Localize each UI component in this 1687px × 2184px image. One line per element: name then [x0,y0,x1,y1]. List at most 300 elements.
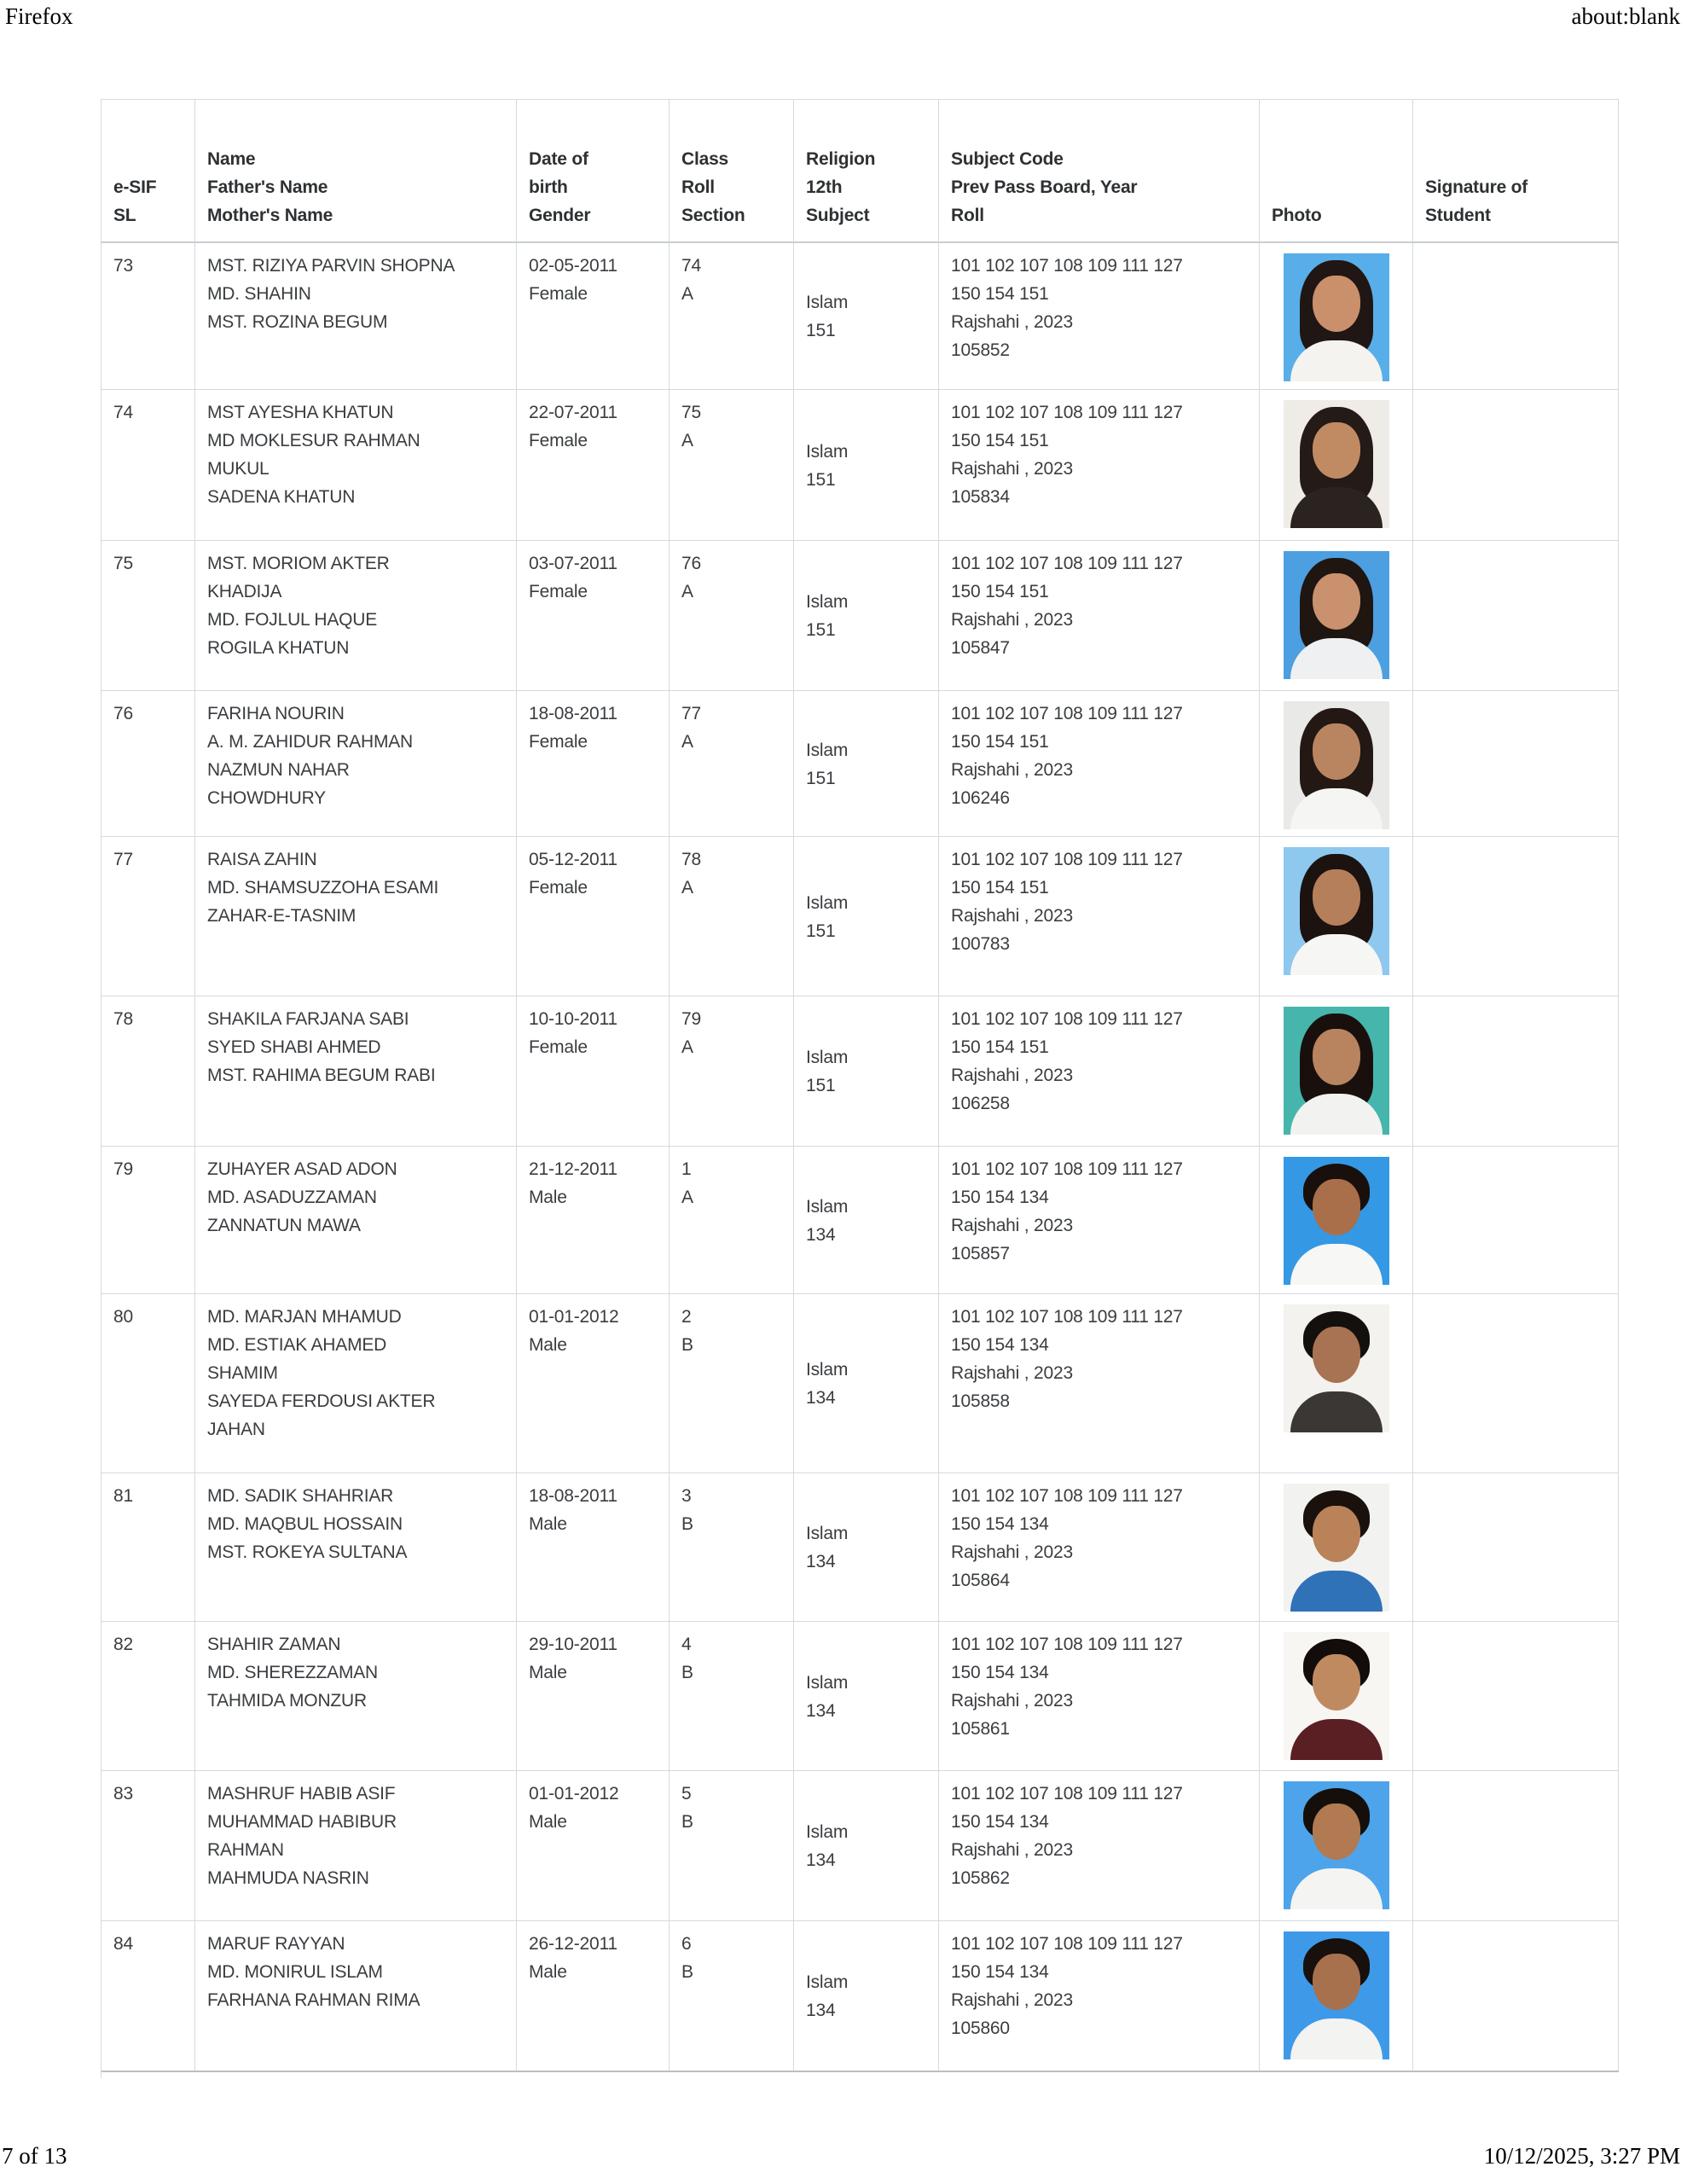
father-name: MD. SHEREZZAMAN [207,1662,379,1682]
father-name: MD. ASADUZZAMAN [207,1187,377,1207]
section: B [681,1513,693,1534]
header-line: e-SIF [113,177,157,197]
section: A [681,430,693,450]
header-line: Subject [806,206,870,225]
student-photo [1284,847,1389,975]
subject-codes: 150 154 134 [951,1662,1049,1682]
cell-dob-gender [517,836,670,996]
cell-religion-subject [794,690,939,836]
cell-signature [1413,1472,1619,1621]
mother-name: SAYEDA FERDOUSI AKTER [207,1391,436,1411]
class-roll: 2 [681,1306,692,1327]
header-line: Subject Code [951,149,1064,169]
cell-dob-gender [517,389,670,540]
religion: Islam [806,1972,849,1993]
gender: Female [529,731,588,752]
prev-roll: 105858 [951,1391,1010,1411]
header-line: Class [681,149,729,169]
header-line: Student [1425,206,1491,225]
prev-roll: 105857 [951,1243,1010,1263]
student-name: RAISA ZAHIN [207,849,317,869]
cell-sl: 78 [101,996,195,1146]
class-roll: 6 [681,1933,692,1954]
header-line: Father's Name [207,177,328,197]
section: B [681,1662,693,1682]
header-line: Mother's Name [207,206,333,225]
prev-pass-board-year: Rajshahi , 2023 [951,1215,1073,1235]
dob: 01-01-2012 [529,1306,619,1327]
father-name: MUKUL [207,458,270,479]
cell-dob-gender [517,1621,670,1770]
cell-names [195,1293,517,1472]
table-row [101,836,1619,996]
mother-name: MAHMUDA NASRIN [207,1867,369,1888]
section: A [681,284,693,304]
student-name: SHAKILA FARJANA SABI [207,1008,409,1029]
cell-names [195,690,517,836]
subject-12th: 151 [806,321,836,341]
cell-dob-gender [517,996,670,1146]
class-roll: 3 [681,1485,692,1506]
cell-names [195,1621,517,1770]
header-line: Gender [529,206,591,225]
cell-signature [1413,996,1619,1146]
class-roll: 76 [681,553,701,573]
father-name: MD. MAQBUL HOSSAIN [207,1513,403,1534]
cell-religion-subject [794,1293,939,1472]
section: B [681,1811,693,1832]
mother-name: MST. RAHIMA BEGUM RABI [207,1065,436,1085]
class-roll: 4 [681,1634,692,1654]
religion: Islam [806,1524,849,1543]
section: B [681,1961,693,1982]
table-row [101,389,1619,540]
dob: 26-12-2011 [529,1933,617,1954]
photo-face [1313,723,1360,780]
mother-name: TAHMIDA MONZUR [207,1690,367,1711]
cell-class-roll-section [670,242,794,389]
subject-codes: 150 154 151 [951,430,1049,450]
student-name: MST. RIZIYA PARVIN SHOPNA [207,256,455,276]
student-name: SHAHIR ZAMAN [207,1634,341,1654]
table-row [101,690,1619,836]
cell-dob-gender [517,1472,670,1621]
cell-sl: 75 [101,540,195,690]
cell-subject-code [939,1621,1260,1770]
subject-codes: 101 102 107 108 109 111 127 [951,1485,1183,1506]
table-row [101,540,1619,690]
mother-name: SADENA KHATUN [207,486,356,507]
table-row [101,1293,1619,1472]
cell-subject-code [939,389,1260,540]
cell-sl: 74 [101,389,195,540]
subject-12th: 151 [806,1076,836,1095]
mother-name: JAHAN [207,1419,265,1439]
dob: 10-10-2011 [529,1008,617,1029]
photo-face [1313,1029,1360,1085]
cell-subject-code [939,1293,1260,1472]
cell-dob-gender [517,242,670,389]
gender: Female [529,430,588,450]
cell-religion-subject [794,1920,939,2071]
prev-pass-board-year: Rajshahi , 2023 [951,609,1073,630]
gender: Female [529,284,588,304]
dob: 05-12-2011 [529,849,617,869]
photo-face [1313,276,1360,332]
prev-roll: 105862 [951,1867,1010,1888]
subject-codes: 101 102 107 108 109 111 127 [951,849,1183,869]
table-header [101,100,1619,243]
dob: 18-08-2011 [529,703,617,723]
cell-photo [1260,540,1413,690]
mother-name: FARHANA RAHMAN RIMA [207,1989,420,2010]
table-body [101,242,1619,2071]
header-photo [1260,100,1413,243]
father-name: MUHAMMAD HABIBUR [207,1811,397,1832]
photo-face [1313,1804,1360,1860]
cell-subject-code [939,1472,1260,1621]
mother-name: CHOWDHURY [207,787,326,808]
table-row [101,996,1619,1146]
subject-12th: 151 [806,469,836,490]
photo-face [1313,1954,1360,2010]
header-line: SL [113,206,136,225]
cell-photo [1260,389,1413,540]
header-religion-subject [794,100,939,243]
student-photo [1284,253,1389,381]
cell-names [195,996,517,1146]
prev-pass-board-year: Rajshahi , 2023 [951,759,1073,780]
subject-codes: 150 154 134 [951,1187,1049,1207]
table-row [101,1770,1619,1920]
header-dob-gender [517,100,670,243]
gender: Male [529,1513,567,1534]
student-table-container [101,99,1619,2072]
cell-religion-subject [794,1146,939,1293]
photo-face [1313,422,1360,479]
header-line: Roll [951,206,984,225]
table-row [101,1920,1619,2071]
cell-signature [1413,1770,1619,1920]
subject-codes: 101 102 107 108 109 111 127 [951,703,1183,723]
table-row [101,1472,1619,1621]
mother-name: NAZMUN NAHAR [207,759,350,780]
subject-12th: 134 [806,1850,836,1870]
cell-class-roll-section [670,1293,794,1472]
father-name: SHAMIM [207,1362,278,1383]
subject-codes: 150 154 151 [951,1037,1049,1057]
cell-sl: 82 [101,1621,195,1770]
table-row [101,1621,1619,1770]
header-line: Prev Pass Board, Year [951,177,1138,197]
header-name [195,100,517,243]
cell-class-roll-section [670,389,794,540]
prev-roll: 106246 [951,787,1010,808]
photo-face [1313,1506,1360,1562]
header-line: 12th [806,177,843,197]
prev-pass-board-year: Rajshahi , 2023 [951,312,1073,332]
photo-face [1313,869,1360,926]
student-photo [1284,400,1389,528]
prev-roll: 105861 [951,1718,1010,1739]
cell-religion-subject [794,242,939,389]
mother-name: MST. ROKEYA SULTANA [207,1542,408,1562]
class-roll: 1 [681,1159,692,1179]
cell-dob-gender [517,1146,670,1293]
section: A [681,581,693,601]
cell-religion-subject [794,996,939,1146]
subject-12th: 134 [806,1224,836,1245]
subject-codes: 101 102 107 108 109 111 127 [951,1933,1183,1954]
religion: Islam [806,740,849,760]
prev-roll: 105834 [951,486,1010,507]
header-esif-sl [101,100,195,243]
cell-names [195,1920,517,2071]
cell-photo [1260,1146,1413,1293]
gender: Male [529,1187,567,1207]
gender: Female [529,877,588,897]
subject-codes: 101 102 107 108 109 111 127 [951,256,1183,276]
student-photo [1284,1931,1389,2059]
header-line: Signature of [1425,177,1528,197]
photo-shirt [1290,1244,1383,1285]
cell-subject-code [939,1146,1260,1293]
prev-roll: 106258 [951,1093,1010,1113]
student-photo [1284,1781,1389,1909]
subject-codes: 150 154 151 [951,581,1049,601]
student-photo [1284,1484,1389,1612]
cell-class-roll-section [670,1472,794,1621]
gender: Female [529,581,588,601]
dob: 01-01-2012 [529,1783,619,1804]
photo-shirt [1290,1868,1383,1909]
cell-dob-gender [517,690,670,836]
cell-names [195,1472,517,1621]
prev-roll: 105864 [951,1570,1010,1590]
father-name: A. M. ZAHIDUR RAHMAN [207,731,414,752]
gender: Male [529,1961,567,1982]
subject-codes: 150 154 134 [951,1334,1049,1355]
header-row [101,100,1619,243]
class-roll: 79 [681,1008,701,1029]
dob: 21-12-2011 [529,1159,617,1179]
religion: Islam [806,592,849,612]
subject-codes: 101 102 107 108 109 111 127 [951,402,1183,422]
photo-face [1313,573,1360,630]
cell-names [195,1146,517,1293]
cell-religion-subject [794,540,939,690]
dob: 29-10-2011 [529,1634,617,1654]
cell-class-roll-section [670,1146,794,1293]
cell-names [195,540,517,690]
photo-shirt [1290,1391,1383,1432]
cell-subject-code [939,1920,1260,2071]
religion: Islam [806,1822,849,1842]
section: B [681,1334,693,1355]
cell-class-roll-section [670,1920,794,2071]
header-line: Photo [1272,206,1322,225]
photo-shirt [1290,2018,1383,2059]
cell-photo [1260,690,1413,836]
cell-subject-code [939,690,1260,836]
prev-pass-board-year: Rajshahi , 2023 [951,1362,1073,1383]
photo-face [1313,1179,1360,1235]
print-footer-datetime: 10/12/2025, 3:27 PM [1483,2143,1680,2169]
student-name: FARIHA NOURIN [207,703,345,723]
subject-codes: 101 102 107 108 109 111 127 [951,1008,1183,1029]
class-roll: 5 [681,1783,692,1804]
subject-12th: 151 [806,620,836,640]
header-signature [1413,100,1619,243]
cell-dob-gender [517,1770,670,1920]
class-roll: 74 [681,256,701,276]
class-roll: 78 [681,849,701,869]
table-row [101,242,1619,389]
cell-subject-code [939,996,1260,1146]
cell-religion-subject [794,1472,939,1621]
religion: Islam [806,1048,849,1067]
father-name: MD MOKLESUR RAHMAN [207,430,420,450]
student-name: MD. MARJAN MHAMUD [207,1306,402,1327]
father-name: MD. FOJLUL HAQUE [207,609,378,630]
student-name: MARUF RAYYAN [207,1933,345,1954]
prev-pass-board-year: Rajshahi , 2023 [951,458,1073,479]
subject-codes: 150 154 134 [951,1513,1049,1534]
cell-subject-code [939,1770,1260,1920]
cell-class-roll-section [670,1770,794,1920]
father-name: MD. SHAHIN [207,284,311,304]
cell-photo [1260,1621,1413,1770]
religion: Islam [806,1360,849,1380]
print-header-url: about:blank [1571,3,1680,29]
print-footer-page-number: 7 of 13 [2,2143,67,2169]
cell-photo [1260,836,1413,996]
cell-class-roll-section [670,836,794,996]
subject-12th: 134 [806,1388,836,1408]
cell-signature [1413,540,1619,690]
cell-dob-gender [517,1293,670,1472]
student-esif-table [101,99,1619,2072]
section: A [681,877,693,897]
religion: Islam [806,1672,849,1693]
header-class-roll-section [670,100,794,243]
dob: 22-07-2011 [529,402,617,422]
class-roll: 77 [681,703,701,723]
cell-religion-subject [794,389,939,540]
religion: Islam [806,1196,849,1217]
student-photo [1284,1632,1389,1760]
cell-class-roll-section [670,690,794,836]
cell-dob-gender [517,540,670,690]
prev-pass-board-year: Rajshahi , 2023 [951,1065,1073,1085]
mother-name: ROGILA KHATUN [207,637,350,658]
cell-class-roll-section [670,996,794,1146]
subject-12th: 151 [806,768,836,788]
student-name: MST. MORIOM AKTER [207,553,390,573]
cell-religion-subject [794,1621,939,1770]
prev-pass-board-year: Rajshahi , 2023 [951,1690,1073,1711]
subject-codes: 150 154 151 [951,731,1049,752]
cell-photo [1260,996,1413,1146]
student-name: KHADIJA [207,581,282,601]
photo-shirt [1290,1571,1383,1612]
header-line: birth [529,177,568,197]
cell-photo [1260,1293,1413,1472]
dob: 03-07-2011 [529,553,617,573]
subject-12th: 134 [806,1552,836,1571]
prev-pass-board-year: Rajshahi , 2023 [951,905,1073,926]
cell-sl: 84 [101,1920,195,2071]
section: A [681,1037,693,1057]
cell-sl: 81 [101,1472,195,1621]
father-name: MD. MONIRUL ISLAM [207,1961,383,1982]
photo-shirt [1290,1719,1383,1760]
cell-subject-code [939,242,1260,389]
subject-codes: 101 102 107 108 109 111 127 [951,1634,1183,1654]
cell-dob-gender [517,1920,670,2071]
cell-religion-subject [794,836,939,996]
cell-names [195,836,517,996]
cell-sl: 76 [101,690,195,836]
mother-name: MST. ROZINA BEGUM [207,312,388,332]
prev-roll: 105852 [951,340,1010,360]
student-photo [1284,701,1389,829]
photo-face [1313,1654,1360,1711]
dob: 02-05-2011 [529,256,617,276]
cell-photo [1260,1920,1413,2071]
student-name: MST AYESHA KHATUN [207,402,394,422]
cell-signature [1413,836,1619,996]
subject-12th: 134 [806,2001,836,2021]
cell-sl: 80 [101,1293,195,1472]
cell-subject-code [939,540,1260,690]
religion: Islam [806,892,849,913]
cell-signature [1413,1920,1619,2071]
student-photo [1284,1304,1389,1432]
cell-photo [1260,242,1413,389]
prev-pass-board-year: Rajshahi , 2023 [951,1989,1073,2010]
header-line: Religion [806,149,876,169]
mother-name: ZANNATUN MAWA [207,1215,361,1235]
class-roll: 75 [681,402,701,422]
dob: 18-08-2011 [529,1485,617,1506]
table-row [101,1146,1619,1293]
prev-roll: 105847 [951,637,1010,658]
subject-codes: 150 154 134 [951,1811,1049,1832]
father-name: RAHMAN [207,1839,284,1860]
cell-class-roll-section [670,540,794,690]
header-line: Section [681,206,745,225]
header-line: Roll [681,177,715,197]
photo-face [1313,1327,1360,1383]
cell-subject-code [939,836,1260,996]
subject-12th: 151 [806,921,836,941]
cell-sl: 77 [101,836,195,996]
header-subject-code [939,100,1260,243]
student-photo [1284,1007,1389,1135]
header-line: Date of [529,149,588,169]
prev-roll: 100783 [951,933,1010,954]
father-name: MD. ESTIAK AHAMED [207,1334,387,1355]
subject-codes: 150 154 151 [951,284,1049,304]
subject-codes: 150 154 134 [951,1961,1049,1982]
religion: Islam [806,441,849,462]
cell-names [195,1770,517,1920]
prev-pass-board-year: Rajshahi , 2023 [951,1839,1073,1860]
student-name: MD. SADIK SHAHRIAR [207,1485,394,1506]
gender: Female [529,1037,588,1057]
cell-photo [1260,1770,1413,1920]
